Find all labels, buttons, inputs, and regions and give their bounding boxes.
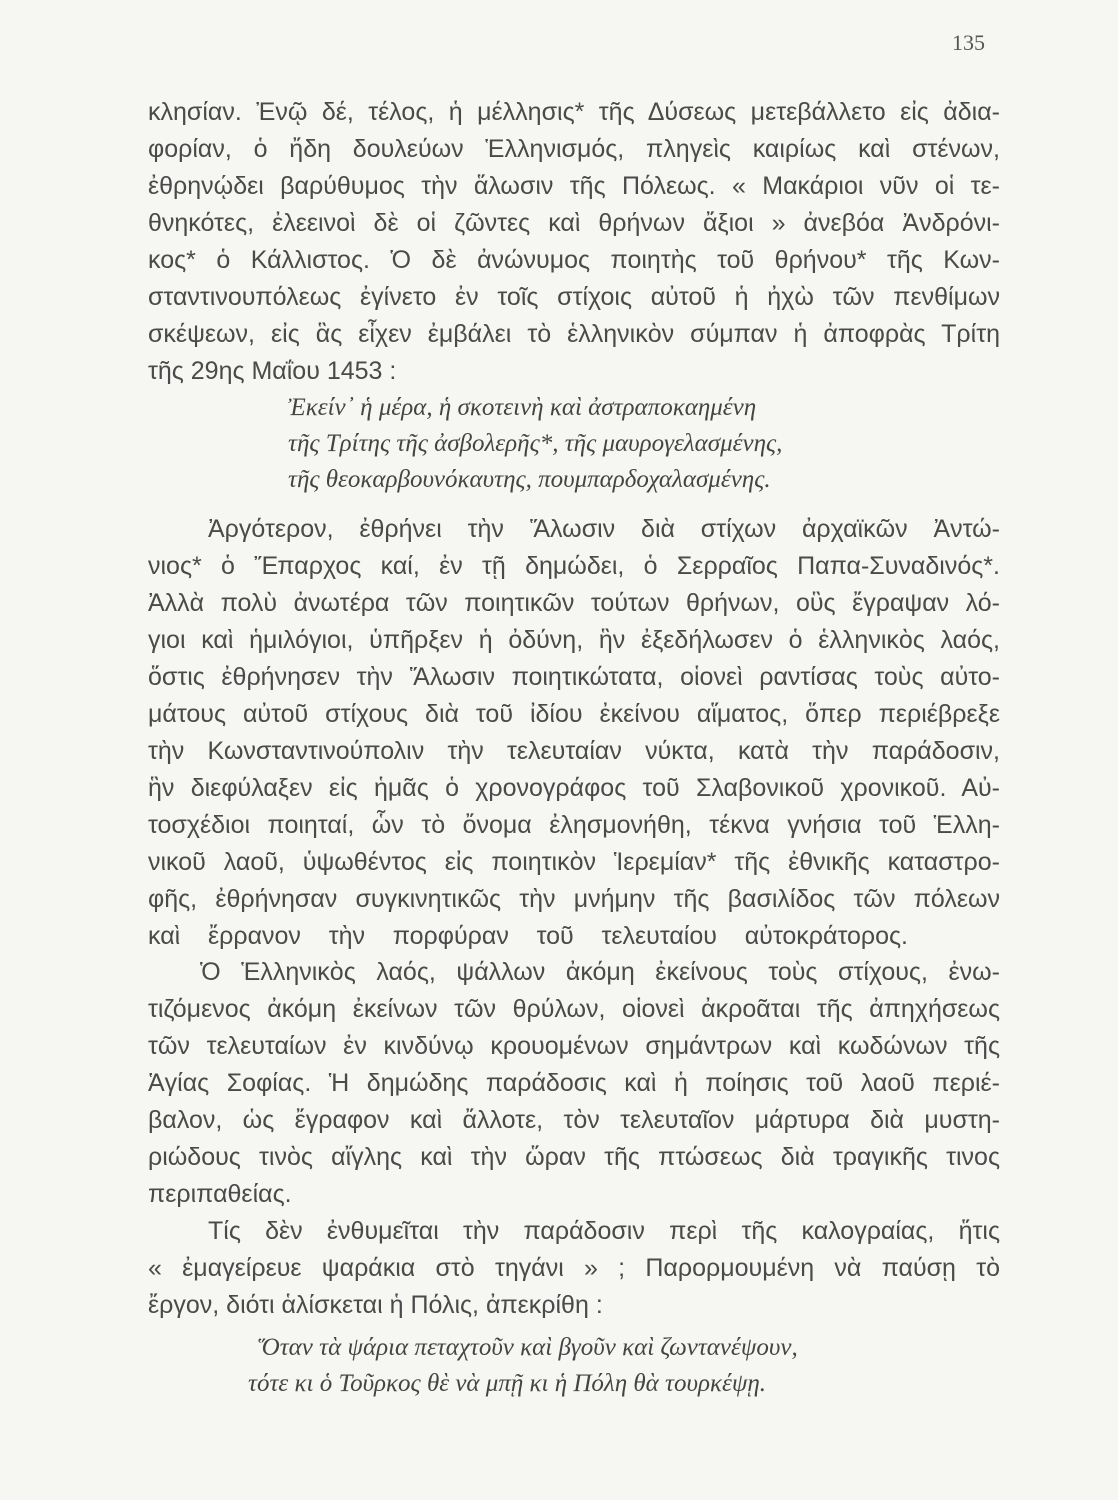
text-line: βαλον, ὡς ἔγραφον καὶ ἄλλοτε, τὸν τελευταῖον μάρτυρα διὰ μυστη- — [148, 1106, 1000, 1134]
text-line: καὶ ἔρρανον τὴν πορφύραν τοῦ τελευταίου αὐτοκράτορος. — [148, 922, 908, 950]
text-line: τῆς 29ης Μαΐου 1453 : — [148, 357, 397, 385]
text-line: μάτους αὐτοῦ στίχους διὰ τοῦ ἰδίου ἐκείνου αἵματος, ὅπερ περιέβρεξε — [148, 700, 1000, 728]
text-line: ὅστις ἐθρήνησεν τὴν Ἅλωσιν ποιητικώτατα, οἱονεὶ ραντίσας τοὺς αὐτο- — [148, 663, 1000, 691]
verse-line: τότε κι ὁ Τοῦρκος θὲ νὰ μπῇ κι ἡ Πόλη θὰ τουρκέψῃ. — [248, 1370, 767, 1397]
text-line: σκέψεων, εἰς ἃς εἶχεν ἐμβάλει τὸ ἑλληνικὸν σύμπαν ἡ ἀποφρὰς Τρίτη — [148, 320, 1000, 348]
text-line: ἣν διεφύλαξεν εἰς ἡμᾶς ὁ χρονογράφος τοῦ Σλαβονικοῦ χρονικοῦ. Αὐ- — [148, 774, 1000, 802]
text-line: « ἐμαγείρευε ψαράκια στὸ τηγάνι » ; Παρορμουμένη νὰ παύσῃ τὸ — [148, 1254, 1000, 1282]
text-line: κος* ὁ Κάλλιστος. Ὁ δὲ ἀνώνυμος ποιητὴς τοῦ θρήνου* τῆς Κων- — [148, 246, 1000, 274]
text-line: σταντινουπόλεως ἐγίνετο ἐν τοῖς στίχοις αὐτοῦ ἡ ἠχὼ τῶν πενθίμων — [148, 283, 1000, 311]
text-line: Ἀργότερον, ἐθρήνει τὴν Ἅλωσιν διὰ στίχων ἀρχαϊκῶν Ἀντώ- — [208, 515, 1000, 543]
text-line: Τίς δὲν ἐνθυμεῖται τὴν παράδοσιν περὶ τῆς καλογραίας, ἥτις — [208, 1217, 1000, 1245]
text-line: τῶν τελευταίων ἐν κινδύνῳ κρουομένων σημάντρων καὶ κωδώνων τῆς — [148, 1032, 1000, 1060]
text-line: νικοῦ λαοῦ, ὑψωθέντος εἰς ποιητικὸν Ἱερεμίαν* τῆς ἐθνικῆς καταστρο- — [148, 848, 1000, 876]
text-line: γιοι καὶ ἡμιλόγιοι, ὑπῆρξεν ἡ ὀδύνη, ἣν ἐξεδήλωσεν ὁ ἑλληνικὸς λαός, — [148, 626, 1000, 654]
verse-line: τῆς Τρίτης τῆς ἀσβολερῆς*, τῆς μαυρογελασμένης, — [288, 430, 783, 457]
verse-line: τῆς θεοκαρβουνόκαυτης, πουμπαρδοχαλασμένης. — [288, 466, 771, 493]
text-line: θνηκότες, ἐλεεινοὶ δὲ οἱ ζῶντες καὶ θρήνων ἄξιοι » ἀνεβόα Ἀνδρόνι- — [148, 209, 1000, 237]
text-line: κλησίαν. Ἐνῷ δέ, τέλος, ἡ μέλλησις* τῆς Δύσεως μετεβάλλετο εἰς ἀδια- — [148, 98, 1000, 126]
text-line: ἔργον, διότι ἁλίσκεται ἡ Πόλις, ἀπεκρίθη : — [148, 1291, 603, 1319]
text-line: περιπαθείας. — [148, 1180, 292, 1208]
text-line: ριώδους τινὸς αἴγλης καὶ τὴν ὥραν τῆς πτώσεως διὰ τραγικῆς τινος — [148, 1143, 1000, 1171]
text-line: νιος* ὁ Ἔπαρχος καί, ἐν τῇ δημώδει, ὁ Σερραῖος Παπα-Συναδινός*. — [148, 552, 1000, 580]
text-line: τὴν Κωνσταντινούπολιν τὴν τελευταίαν νύκτα, κατὰ τὴν παράδοσιν, — [148, 737, 1000, 765]
text-line: Ἀλλὰ πολὺ ἀνωτέρα τῶν ποιητικῶν τούτων θρήνων, οὓς ἔγραψαν λό- — [148, 589, 1000, 617]
text-line: φορίαν, ὁ ἤδη δουλεύων Ἑλληνισμός, πληγεὶς καιρίως καὶ στένων, — [148, 135, 1000, 163]
text-line: ἐθρηνῴδει βαρύθυμος τὴν ἅλωσιν τῆς Πόλεως. « Μακάριοι νῦν οἱ τε- — [148, 172, 1000, 200]
verse-line: Ἐκείν᾽ ἡ μέρα, ἡ σκοτεινὴ καὶ ἀστραποκαημένη — [288, 394, 757, 421]
page-number: 135 — [952, 30, 985, 55]
text-line: Ἁγίας Σοφίας. Ἡ δημώδης παράδοσις καὶ ἡ ποίησις τοῦ λαοῦ περιέ- — [148, 1069, 1000, 1097]
text-line: Ὁ Ἑλληνικὸς λαός, ψάλλων ἀκόμη ἐκείνους τοὺς στίχους, ἐνω- — [200, 958, 1000, 986]
verse-line: Ὅταν τὰ ψάρια πεταχτοῦν καὶ βγοῦν καὶ ζωντανέψουν, — [258, 1334, 798, 1361]
text-line: τοσχέδιοι ποιηταί, ὧν τὸ ὄνομα ἐλησμονήθη, τέκνα γνήσια τοῦ Ἑλλη- — [148, 811, 1000, 839]
text-line: τιζόμενος ἀκόμη ἐκείνων τῶν θρύλων, οἱονεὶ ἀκροᾶται τῆς ἀπηχήσεως — [148, 995, 1000, 1023]
text-line: φῆς, ἐθρήνησαν συγκινητικῶς τὴν μνήμην τῆς βασιλίδος τῶν πόλεων — [148, 885, 1000, 913]
